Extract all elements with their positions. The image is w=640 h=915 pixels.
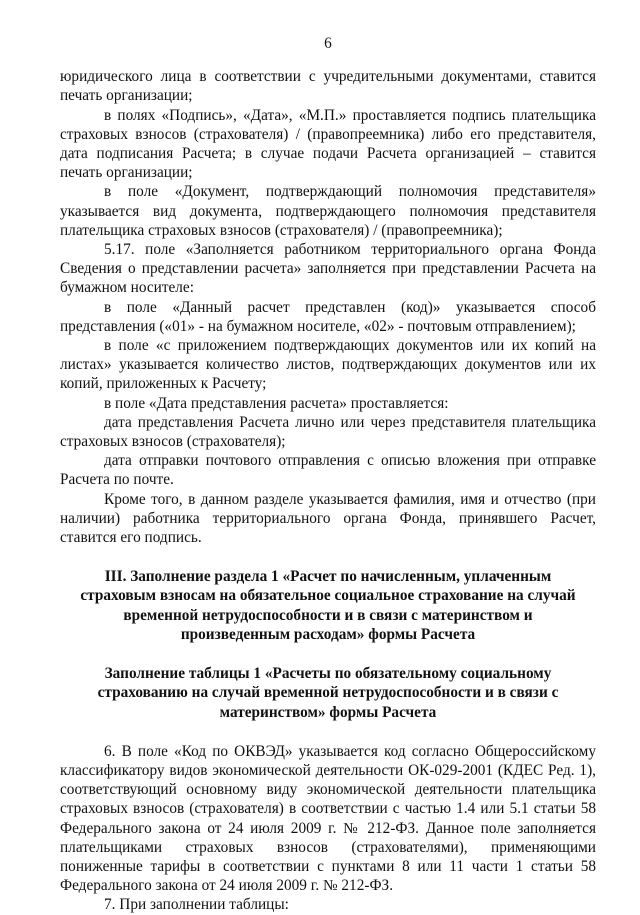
paragraph-7: 7. При заполнении таблицы:: [104, 896, 289, 914]
paragraph-continuation: юридического лица в соответствии с учредительными документами, ставится печать организации;: [60, 68, 596, 105]
paragraph-fund-employee: Кроме того, в данном разделе указывается фамилия, имя и отчество (при наличии) работника территориального органа Фонда, принявшего Расчет, ставится его подпись.: [60, 490, 596, 547]
paragraph-postal-date: дата отправки почтового отправления с описью вложения при отправке Расчета по почте.: [60, 452, 596, 489]
paragraph-submission-method: в поле «Данный расчет представлен (код)» указывается способ представления («01» - на бумажном носителе, «02» - почтовым отправлением);: [60, 298, 596, 335]
paragraph-submission-date: в поле «Дата представления расчета» проставляется:: [104, 394, 449, 412]
paragraph-5-17: 5.17. поле «Заполняется работником территориального органа Фонда Сведения о представлении расчета» заполняется при представлении Расчета на бумажном носителе:: [60, 241, 596, 297]
paragraph-personal-delivery-date: дата представления Расчета лично или через представителя плательщика страховых взносов (страхователя);: [60, 413, 596, 451]
paragraph-signature-fields: в полях «Подпись», «Дата», «М.П.» проставляется подпись плательщика страховых взносов (страхователя) / (правопреемника) либо его представителя, дата подписания Расчета; в случае подачи Расчета организацией – ставится печать организации;: [60, 106, 596, 182]
paragraph-authority-document: в поле «Документ, подтверждающий полномочия представителя» указывается вид документа, подтверждающего полномочия представителя плательщика страховых взносов (страхователя) / (правопреемника);: [60, 183, 596, 239]
paragraph-attachments: в поле «с приложением подтверждающих документов или их копий на листах» указывается количество листов, подтверждающих документов или их копий, приложенных к Расчету;: [60, 337, 596, 393]
page-number: 6: [324, 35, 332, 52]
section-heading: III. Заполнение раздела 1 «Расчет по начисленным, уплаченным страховым взносам на обязательное социальное страхование на случай временной нетрудоспособности и в связи с материнством и произведенным расходам» формы Расчета: [80, 568, 576, 643]
paragraph-6-okved: 6. В поле «Код по ОКВЭД» указывается код согласно Общероссийскому классификатору видов экономической деятельности ОК-029-2001 (КДЕС Ред. 1), соответствующий основному виду экономической деятельности плательщика страховых взносов (страхователя) в соответствии с частью 1.4 или 5.1 статьи 58 Федерального закона от 24 июля 2009 г. № 212-ФЗ. Данное поле заполняется плательщиками страховых взносов (страхователями), применяющими пониженные тарифы в соответствии с пунктами 8 или 11 части 1 статьи 58 Федерального закона от 24 июля 2009 г. № 212-ФЗ.: [60, 742, 596, 895]
document-page: [60, 34, 596, 915]
table-heading: Заполнение таблицы 1 «Расчеты по обязательному социальному страхованию на случай временной нетрудоспособности и в связи с материнством» формы Расчета: [97, 665, 559, 721]
